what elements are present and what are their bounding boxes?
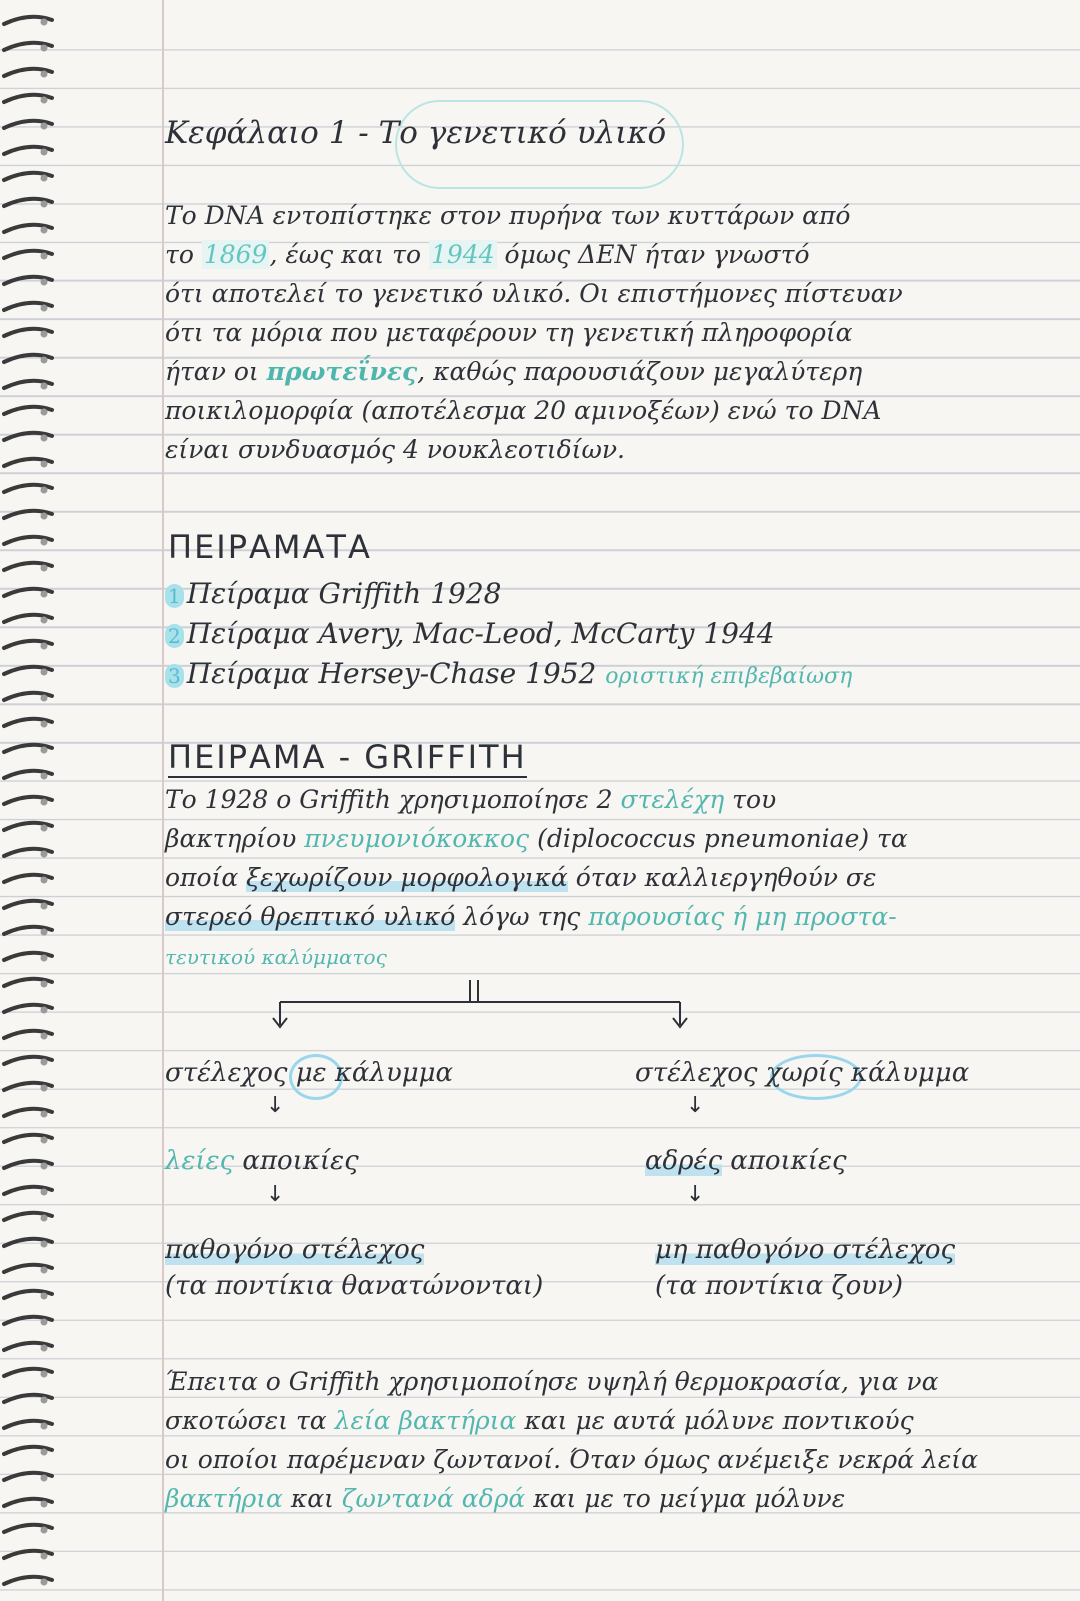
year-1944: 1944 (430, 240, 495, 269)
experiment-number: 2 (165, 624, 184, 648)
binding-hole (41, 1527, 48, 1534)
experiment-number: 3 (165, 664, 184, 688)
binding-hole (41, 1319, 48, 1326)
binding-hole (41, 1085, 48, 1092)
binding-hole (41, 1267, 48, 1274)
binding-hole (41, 591, 48, 598)
arrow-down: ↓ (686, 1093, 705, 1118)
binding-hole (41, 227, 48, 234)
binding-hole (41, 877, 48, 884)
binding-hole (41, 955, 48, 962)
binding-hole (41, 253, 48, 260)
binding-hole (41, 773, 48, 780)
binding-hole (41, 305, 48, 312)
binding-hole (41, 409, 48, 416)
intro-line: Το DNA εντοπίστηκε στον πυρήνα των κυττάρων από (165, 201, 851, 230)
binding-hole (41, 97, 48, 104)
left-note: (τα ποντίκια θανατώνονται) (165, 1271, 544, 1301)
closing-line: σκοτώσει τα λεία βακτήρια και με αυτά μόλυνε ποντικούς (165, 1406, 914, 1435)
binding-hole (41, 1501, 48, 1508)
binding-hole (41, 513, 48, 520)
binding-hole (41, 617, 48, 624)
binding-hole (41, 851, 48, 858)
experiment-item: 2 Πείραμα Avery, Mac-Leod, McCarty 1944 (165, 617, 775, 650)
binding-hole (41, 461, 48, 468)
margin-line (162, 0, 164, 1601)
definitive-confirmation-note: οριστική επιβεβαίωση (605, 664, 853, 689)
right-strain: στέλεχος χωρίς κάλυμμα (635, 1058, 970, 1088)
experiments-heading: ΠΕΙΡΑΜΑΤΑ (168, 528, 372, 566)
binding-hole (41, 1163, 48, 1170)
left-result: παθογόνο στέλεχος (165, 1235, 425, 1265)
closing-line: βακτήρια και ζωντανά αδρά και με το μείγμα μόλυνε (165, 1484, 846, 1513)
binding-hole (41, 799, 48, 806)
right-note: (τα ποντίκια ζουν) (655, 1271, 904, 1301)
binding-hole (41, 1397, 48, 1404)
intro-line: ότι τα μόρια που μεταφέρουν τη γενετική πληροφορία (165, 318, 853, 347)
binding-hole (41, 1553, 48, 1560)
binding-hole (41, 1215, 48, 1222)
intro-line: ότι αποτελεί το γενετικό υλικό. Οι επιστήμονες πίστευαν (165, 279, 903, 308)
year-1869: 1869 (203, 240, 268, 269)
binding-hole (41, 1007, 48, 1014)
left-strain: στέλεχος με κάλυμμα (165, 1058, 454, 1088)
griffith-paragraph (165, 780, 1050, 975)
arrow-down: ↓ (266, 1093, 285, 1118)
binding-hole (41, 19, 48, 26)
binding-hole (41, 331, 48, 338)
griffith-line: στερεό θρεπτικό υλικό λόγω της παρουσίας ή μη προστα- (165, 902, 897, 931)
right-colonies: αδρές αποικίες (645, 1146, 847, 1176)
binding-hole (41, 565, 48, 572)
binding-hole (41, 669, 48, 676)
intro-line: ήταν οι πρωτεΐνες, καθώς παρουσιάζουν μεγαλύτερη (165, 357, 863, 386)
binding-hole (41, 539, 48, 546)
experiment-item: 1 Πείραμα Griffith 1928 (165, 577, 501, 610)
binding-hole (41, 487, 48, 494)
binding-hole (41, 1111, 48, 1118)
experiment-number: 1 (165, 584, 184, 608)
binding-hole (41, 1137, 48, 1144)
binding-hole (41, 903, 48, 910)
binding-hole (41, 1371, 48, 1378)
binding-hole (41, 435, 48, 442)
binding-hole (41, 383, 48, 390)
page-title: Κεφάλαιο 1 - Το γενετικό υλικό (165, 115, 667, 151)
binding-hole (41, 747, 48, 754)
intro-paragraph (165, 196, 1050, 469)
binding-hole (41, 643, 48, 650)
binding-hole (41, 149, 48, 156)
binding-hole (41, 1579, 48, 1586)
griffith-heading: ΠΕΙΡΑΜΑ - GRIFFITH (168, 738, 527, 776)
binding-hole (41, 929, 48, 936)
arrow-down: ↓ (686, 1182, 705, 1207)
closing-line: οι οποίοι παρέμεναν ζωντανοί. Όταν όμως ανέμειξε νεκρά λεία (165, 1445, 978, 1474)
binding-hole (41, 45, 48, 52)
binding-hole (41, 695, 48, 702)
binding-hole (41, 825, 48, 832)
binding-hole (41, 71, 48, 78)
spiral-binding (0, 0, 60, 1601)
griffith-line: τευτικού καλύμματος (165, 945, 387, 969)
diagram-branch-arrows (260, 980, 700, 1040)
left-colonies: λείες αποικίες (165, 1146, 359, 1176)
binding-hole (41, 1475, 48, 1482)
binding-hole (41, 981, 48, 988)
griffith-line: οποία ξεχωρίζουν μορφολογικά όταν καλλιεργηθούν σε (165, 863, 877, 892)
binding-hole (41, 175, 48, 182)
binding-hole (41, 1059, 48, 1066)
binding-hole (41, 201, 48, 208)
arrow-down: ↓ (266, 1182, 285, 1207)
binding-hole (41, 123, 48, 130)
binding-hole (41, 1423, 48, 1430)
proteins-highlight: πρωτεΐνες (266, 357, 418, 386)
binding-hole (41, 721, 48, 728)
closing-line: Έπειτα ο Griffith χρησιμοποίησε υψηλή θερμοκρασία, για να (165, 1367, 939, 1396)
binding-hole (41, 1345, 48, 1352)
binding-hole (41, 279, 48, 286)
binding-hole (41, 1241, 48, 1248)
intro-line: ποικιλομορφία (αποτέλεσμα 20 αμινοξέων) ενώ το DNA (165, 396, 882, 425)
intro-line: είναι συνδυασμός 4 νουκλεοτιδίων. (165, 435, 625, 464)
binding-hole (41, 1033, 48, 1040)
griffith-line: βακτηρίου πνευμονιόκοκκος (diplococcus pneumoniae) τα (165, 824, 908, 853)
griffith-line: Το 1928 ο Griffith χρησιμοποίησε 2 στελέχη του (165, 785, 777, 814)
closing-paragraph (165, 1362, 1050, 1518)
binding-hole (41, 1189, 48, 1196)
right-result: μη παθογόνο στέλεχος (655, 1235, 956, 1265)
binding-hole (41, 357, 48, 364)
binding-hole (41, 1293, 48, 1300)
intro-line: το 1869, έως και το 1944 όμως ΔΕΝ ήταν γνωστό (165, 240, 810, 269)
pneumococcus-highlight: πνευμονιόκοκκος (304, 824, 530, 853)
binding-hole (41, 1449, 48, 1456)
experiment-item: 3 Πείραμα Hersey-Chase 1952 οριστική επιβεβαίωση (165, 657, 852, 690)
